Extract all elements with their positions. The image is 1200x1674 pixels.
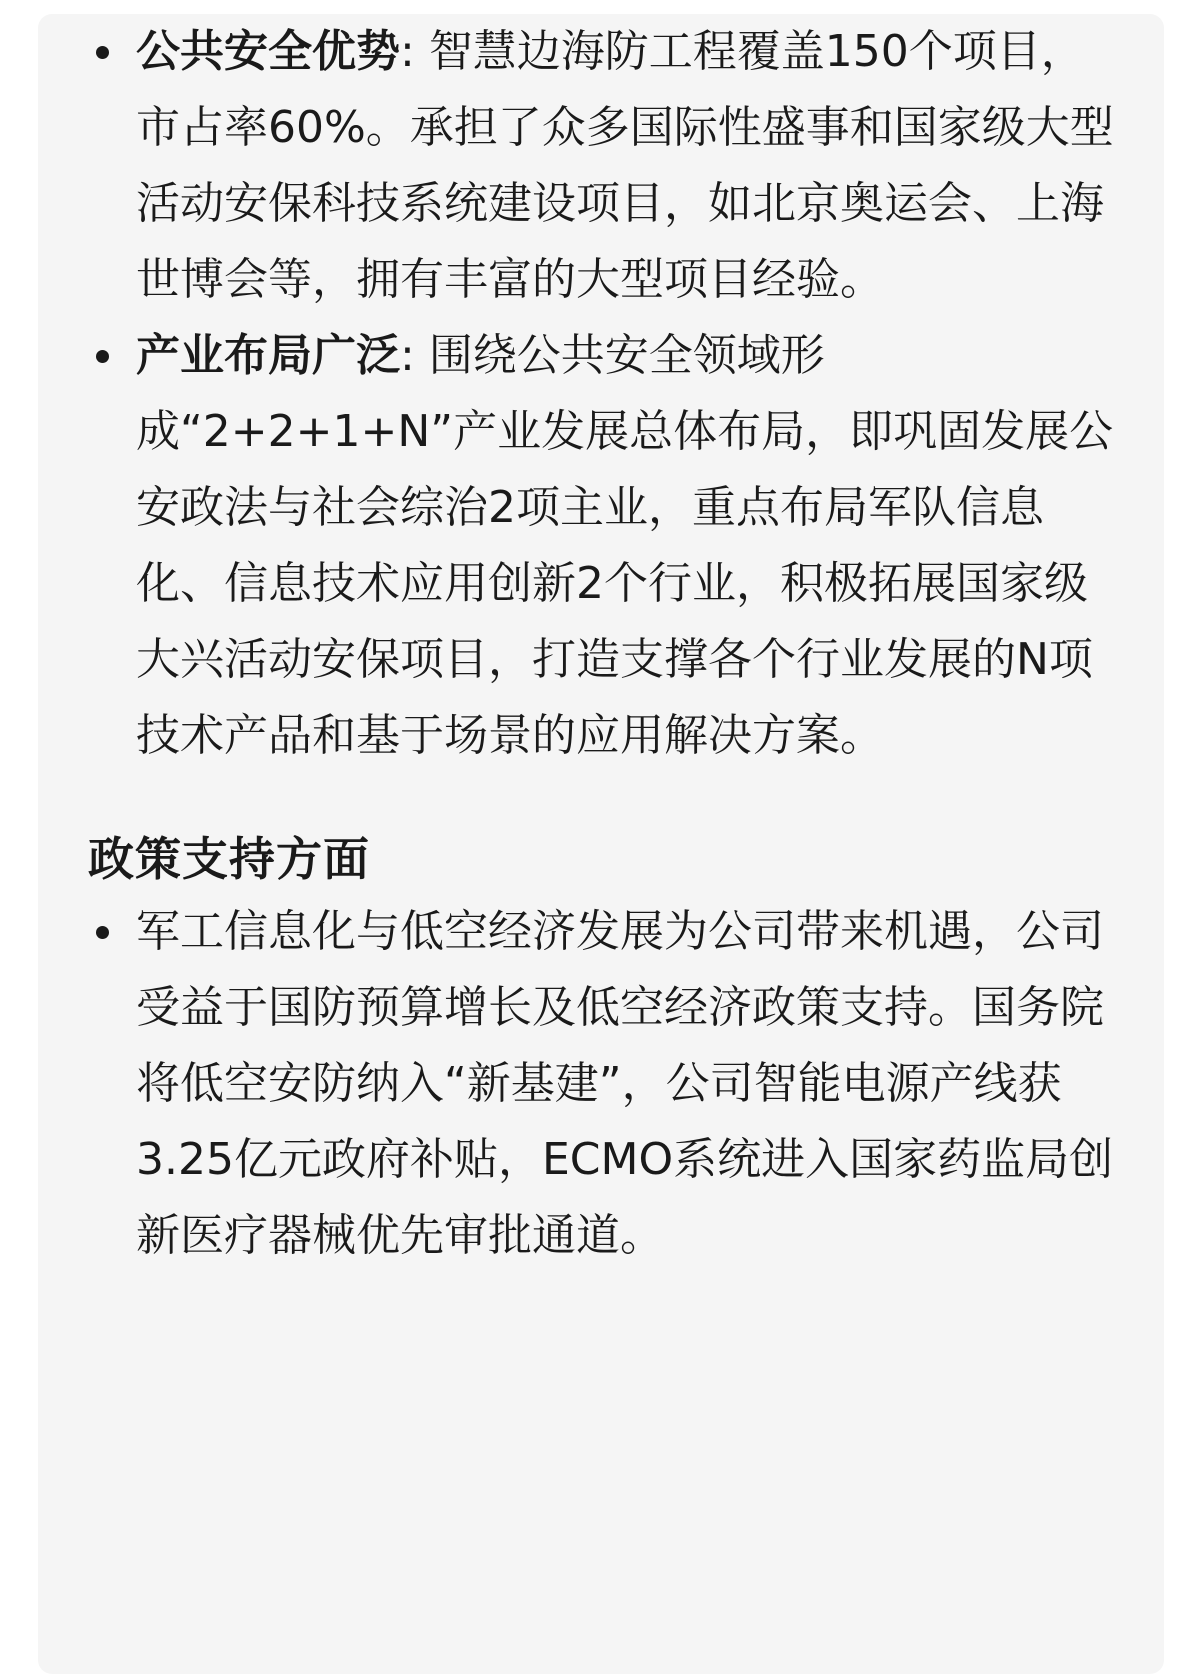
list-item-industry-layout (38, 318, 1164, 774)
item-lead: 产业布局广泛 (136, 330, 400, 381)
item-lead: 公共安全优势 (136, 26, 400, 77)
list-item-public-security (38, 14, 1164, 318)
item-body: 军工信息化与低空经济发展为公司带来机遇，公司受益于国防预算增长及低空经济政策支持。国务院将低空安防纳入“新基建”，公司智能电源产线获3.25亿元政府补贴，ECMO系统进入国家药监局创新医疗器械优先审批通道。 (136, 906, 1114, 1261)
list-item-policy (38, 894, 1164, 1274)
bullet-dot-icon (96, 350, 109, 363)
item-separator: : (400, 26, 429, 77)
advantages-list-2 (38, 318, 1164, 774)
item-body: 智慧边海防工程覆盖150个项目，市占率60%。承担了众多国际性盛事和国家级大型活动安保科技系统建设项目，如北京奥运会、上海世博会等，拥有丰富的大型项目经验。 (136, 26, 1114, 305)
bullet-dot-icon (96, 926, 109, 939)
item-separator: : (400, 330, 429, 381)
policy-list (38, 894, 1164, 1274)
item-body: 围绕公共安全领域形成“2+2+1+N”产业发展总体布局，即巩固发展公安政法与社会综治2项主业，重点布局军队信息化、信息技术应用创新2个行业，积极拓展国家级大兴活动安保项目，打造支撑各个行业发展的N项技术产品和基于场景的应用解决方案。 (136, 330, 1114, 761)
content-card (38, 14, 1164, 1674)
advantages-list (38, 14, 1164, 318)
section-heading-policy: 政策支持方面 (88, 832, 370, 886)
bullet-dot-icon (96, 46, 109, 59)
article-content (38, 14, 1164, 1274)
